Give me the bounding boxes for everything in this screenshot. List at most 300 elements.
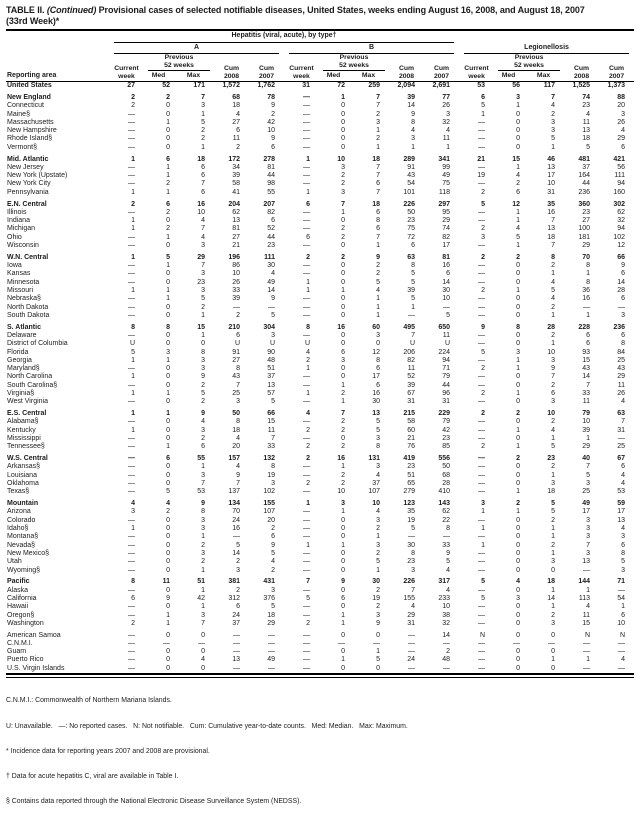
value-cell: 3	[201, 426, 205, 434]
col-header-cum-2007: Cum 2007	[424, 54, 459, 82]
value-cell: 1	[376, 242, 380, 250]
table-row	[6, 427, 634, 435]
value-cell: 4	[201, 233, 205, 241]
value-cell: 2	[201, 135, 205, 143]
value-cell: 42	[197, 594, 205, 602]
reporting-area-cell: Maryland§	[7, 365, 40, 373]
value-cell: 1	[551, 549, 556, 557]
value-cell: 79	[442, 373, 451, 381]
value-cell: 0	[341, 373, 345, 381]
value-cell: —	[128, 664, 135, 672]
value-cell: —	[478, 639, 486, 647]
value-cell: 302	[613, 200, 626, 208]
value-cell: —	[478, 373, 486, 381]
reporting-area-cell: U.S. Virgin Islands	[7, 664, 65, 672]
reporting-area-cell: Connecticut	[7, 102, 44, 110]
value-cell: 4	[446, 127, 451, 135]
value-cell: 2	[481, 188, 486, 196]
table-row	[6, 665, 634, 674]
value-cell: 42	[442, 426, 451, 434]
value-cell: 0	[166, 143, 170, 151]
value-cell: 5	[376, 558, 380, 566]
value-cell: 2	[481, 253, 486, 261]
value-cell: 6	[376, 225, 380, 233]
reporting-area-cell: South Dakota	[7, 311, 50, 319]
col-header-max: Max	[354, 71, 389, 82]
value-cell: 6	[586, 340, 591, 348]
value-cell: 1	[131, 253, 135, 261]
value-cell: 2	[376, 135, 380, 143]
value-cell: 14	[267, 287, 275, 295]
value-cell: 3	[586, 516, 591, 524]
table-row	[6, 209, 634, 217]
value-cell: 10	[617, 619, 626, 627]
value-cell: —	[478, 455, 486, 463]
value-cell: 71	[617, 578, 626, 586]
value-cell: 3	[551, 127, 556, 135]
table-row	[6, 287, 634, 295]
table-row	[6, 443, 634, 451]
col-header-cum-2008: Cum 2008	[214, 54, 249, 82]
value-cell: 360	[578, 200, 591, 208]
value-cell: —	[128, 278, 135, 286]
value-cell: 1	[376, 143, 380, 151]
value-cell: 2	[131, 102, 135, 110]
table-row	[6, 242, 634, 250]
value-cell: 0	[166, 303, 170, 311]
value-cell: 2	[236, 558, 240, 566]
value-cell: 53	[617, 488, 626, 496]
value-cell: 79	[442, 418, 451, 426]
value-cell: 4	[271, 558, 275, 566]
value-cell: 29	[197, 253, 205, 261]
value-cell: 38	[442, 611, 451, 619]
value-cell: 0	[516, 278, 521, 286]
value-cell: 2	[516, 410, 521, 418]
value-cell: —	[478, 516, 486, 524]
value-cell: 1	[131, 426, 135, 434]
value-cell: 94	[617, 225, 626, 233]
value-cell: 2	[341, 172, 345, 180]
value-cell: 3	[551, 558, 556, 566]
col-header-previous-52-weeks: Previous 52 weeks	[494, 54, 564, 71]
value-cell: 107	[263, 508, 275, 516]
value-cell: 1	[306, 188, 310, 196]
reporting-area-cell: Georgia	[7, 356, 32, 364]
value-cell: 0	[516, 463, 521, 471]
value-cell: 6	[201, 172, 205, 180]
value-cell: 1	[131, 188, 135, 196]
value-cell: 5	[376, 418, 380, 426]
reporting-area-cell: Colorado	[7, 516, 36, 524]
value-cell: 210	[228, 323, 240, 331]
value-cell: 23	[197, 278, 205, 286]
value-cell: 381	[228, 578, 240, 586]
value-cell: —	[618, 639, 626, 647]
value-cell: 5	[551, 135, 556, 143]
value-cell: 26	[442, 102, 451, 110]
value-cell: 8	[376, 217, 380, 225]
value-cell: 86	[232, 262, 240, 270]
value-cell: —	[128, 418, 135, 426]
value-cell: 13	[372, 410, 380, 418]
reporting-area-cell: Mountain	[7, 500, 39, 508]
value-cell: 6	[341, 348, 345, 356]
value-cell: 0	[516, 303, 521, 311]
value-cell: 62	[442, 508, 451, 516]
value-cell: 30	[372, 398, 380, 406]
value-cell: 18	[547, 233, 556, 241]
value-cell: 8	[201, 348, 205, 356]
value-cell: —	[303, 471, 310, 479]
value-cell: 5	[166, 253, 170, 261]
reporting-area-cell: Alabama§	[7, 418, 39, 426]
value-cell: 0	[516, 656, 521, 664]
value-cell: 2	[446, 648, 451, 656]
value-cell: 0	[341, 648, 345, 656]
value-cell: 0	[166, 373, 170, 381]
value-cell: —	[128, 295, 135, 303]
value-cell: 1	[481, 541, 486, 549]
value-cell: 8	[131, 323, 135, 331]
value-cell: 5	[586, 143, 591, 151]
value-cell: 3	[376, 463, 380, 471]
value-cell: 0	[166, 398, 170, 406]
value-cell: 8	[516, 323, 521, 331]
value-cell: 5	[131, 348, 135, 356]
value-cell: 2	[166, 508, 170, 516]
value-cell: 15	[197, 323, 205, 331]
value-cell: 4	[201, 418, 205, 426]
table-row	[6, 418, 634, 426]
value-cell: 2	[341, 390, 345, 398]
footnotes	[6, 681, 634, 823]
value-cell: —	[268, 648, 275, 656]
value-cell: —	[233, 533, 240, 541]
value-cell: 25	[617, 356, 626, 364]
value-cell: 137	[228, 488, 240, 496]
value-cell: 0	[166, 541, 170, 549]
value-cell: —	[303, 102, 310, 110]
value-cell: 0	[341, 664, 345, 672]
value-cell: 0	[516, 664, 521, 672]
value-cell: 2	[551, 110, 556, 118]
value-cell: 4	[201, 656, 205, 664]
value-cell: 19	[372, 594, 380, 602]
value-cell: 70	[232, 508, 240, 516]
value-cell: 8	[271, 463, 275, 471]
value-cell: 312	[228, 594, 240, 602]
value-cell: 2	[516, 500, 521, 508]
value-cell: 6	[621, 611, 626, 619]
value-cell: 2	[376, 110, 380, 118]
value-cell: 4	[621, 127, 626, 135]
value-cell: —	[478, 549, 486, 557]
value-cell: 10	[337, 488, 345, 496]
value-cell: 31	[617, 426, 626, 434]
value-cell: 1	[516, 426, 521, 434]
value-cell: 0	[341, 311, 345, 319]
value-cell: 7	[201, 480, 205, 488]
value-cell: 155	[263, 500, 275, 508]
value-cell: 9	[446, 549, 451, 557]
value-cell: —	[583, 664, 591, 672]
value-cell: 376	[263, 594, 275, 602]
value-cell: 1	[551, 533, 556, 541]
value-cell: 1	[551, 340, 556, 348]
value-cell: 1	[621, 603, 626, 611]
value-cell: 0	[166, 365, 170, 373]
value-cell: 0	[516, 262, 521, 270]
value-cell: —	[478, 435, 486, 443]
value-cell: 3	[516, 348, 521, 356]
value-cell: 7	[376, 93, 380, 101]
value-cell: 7	[586, 541, 591, 549]
value-cell: 0	[516, 648, 521, 656]
value-cell: 85	[442, 443, 451, 451]
value-cell: 160	[613, 188, 626, 196]
value-cell: 15	[582, 619, 591, 627]
value-cell: 1	[376, 648, 380, 656]
value-cell: —	[128, 533, 135, 541]
value-cell: 1	[341, 93, 345, 101]
col-header-cum-2007: Cum 2007	[599, 54, 634, 82]
value-cell: 57	[267, 390, 275, 398]
value-cell: —	[513, 639, 521, 647]
value-cell: N	[619, 631, 626, 639]
value-cell: 1	[201, 332, 205, 339]
value-cell: 1	[131, 287, 135, 295]
value-cell: 419	[403, 455, 415, 463]
reporting-area-cell: Vermont§	[7, 143, 37, 151]
reporting-area-cell: Rhode Island§	[7, 135, 53, 143]
table-row	[6, 595, 634, 603]
value-cell: 3	[621, 566, 626, 574]
value-cell: —	[303, 435, 310, 443]
value-cell: 28	[442, 480, 451, 488]
value-cell: —	[303, 639, 310, 647]
table-row	[6, 603, 634, 611]
value-cell: 52	[267, 225, 275, 233]
value-cell: 2	[201, 541, 205, 549]
value-cell: 0	[166, 525, 170, 533]
reporting-area-cell: Illinois	[7, 208, 27, 216]
reporting-area-cell: Wyoming§	[7, 566, 41, 574]
value-cell: 2	[481, 365, 486, 373]
value-cell: 4	[201, 217, 205, 225]
value-cell: 10	[547, 410, 556, 418]
table-row	[6, 407, 634, 419]
reporting-area-cell: Louisiana	[7, 471, 37, 479]
value-cell: 31	[302, 82, 310, 90]
value-cell: 15	[512, 155, 521, 163]
value-cell: 0	[166, 311, 170, 319]
value-cell: —	[303, 373, 310, 381]
value-cell: 16	[372, 390, 380, 398]
value-cell: 4	[376, 287, 380, 295]
value-cell: —	[268, 664, 275, 672]
table-row	[6, 119, 634, 127]
table-row	[6, 262, 634, 270]
value-cell: —	[303, 135, 310, 143]
value-cell: 50	[232, 410, 240, 418]
value-cell: 31	[407, 619, 415, 627]
value-cell: 0	[516, 270, 521, 278]
value-cell: 0	[166, 558, 170, 566]
value-cell: 0	[166, 110, 170, 118]
col-header-cum-2008: Cum 2008	[564, 54, 599, 82]
value-cell: 171	[193, 82, 205, 90]
value-cell: 29	[267, 619, 275, 627]
value-cell: 30	[372, 578, 380, 586]
reporting-area-cell: American Samoa	[7, 631, 61, 639]
value-cell: —	[128, 471, 135, 479]
reporting-area-cell: Iowa	[7, 262, 22, 270]
value-cell: 33	[442, 541, 451, 549]
value-cell: 1	[131, 390, 135, 398]
value-cell: —	[233, 639, 240, 647]
value-cell: —	[408, 639, 415, 647]
value-cell: 0	[516, 418, 521, 426]
value-cell: 5	[271, 549, 275, 557]
value-cell: 27	[582, 217, 591, 225]
value-cell: —	[443, 639, 451, 647]
reporting-area-cell: Hawaii	[7, 603, 29, 611]
value-cell: —	[128, 566, 135, 574]
value-cell: 5	[481, 578, 486, 586]
table-title-continued: (Continued)	[46, 5, 97, 15]
value-cell: 7	[236, 480, 240, 488]
reporting-area-cell: Montana§	[7, 533, 39, 541]
value-cell: 9	[271, 541, 275, 549]
value-cell: 10	[232, 270, 240, 278]
value-cell: 31	[407, 398, 415, 406]
value-cell: 1	[166, 619, 170, 627]
value-cell: 4	[446, 586, 451, 594]
value-cell: 23	[407, 463, 415, 471]
value-cell: 10	[582, 418, 591, 426]
value-cell: 11	[232, 135, 240, 143]
value-cell: 0	[341, 278, 345, 286]
value-cell: 0	[551, 664, 556, 672]
value-cell: 0	[516, 533, 521, 541]
value-cell: 39	[232, 172, 240, 180]
value-cell: 1	[516, 208, 521, 216]
value-cell: 4	[306, 410, 310, 418]
value-cell: 48	[442, 656, 451, 664]
value-cell: 1	[166, 611, 170, 619]
reporting-area-cell: Utah	[7, 558, 22, 566]
value-cell: 4	[586, 603, 591, 611]
value-cell: 0	[516, 558, 521, 566]
table-row	[6, 567, 634, 575]
value-cell: 0	[516, 340, 521, 348]
value-cell: —	[303, 586, 310, 594]
value-cell: 23	[582, 102, 591, 110]
value-cell: 5	[411, 278, 415, 286]
value-cell: 76	[407, 443, 415, 451]
value-cell: 19	[477, 172, 486, 180]
value-cell: 3	[516, 594, 521, 602]
value-cell: 1	[551, 471, 556, 479]
value-cell: —	[478, 488, 486, 496]
value-cell: 37	[372, 480, 380, 488]
value-cell: 19	[267, 471, 275, 479]
value-cell: 28	[547, 323, 556, 331]
value-cell: 2	[131, 619, 135, 627]
value-cell: 0	[341, 262, 345, 270]
footnote-cnmi: C.N.M.I.: Commonwealth of Northern Mariana Islands.	[6, 697, 172, 705]
value-cell: 1	[166, 172, 170, 180]
value-cell: 31	[442, 398, 451, 406]
value-cell: 1	[166, 287, 170, 295]
value-cell: —	[128, 398, 135, 406]
value-cell: 7	[551, 217, 556, 225]
table-row	[6, 382, 634, 390]
value-cell: 0	[166, 603, 170, 611]
value-cell: 9	[621, 262, 626, 270]
table-row	[6, 349, 634, 357]
reporting-area-cell: Indiana	[7, 217, 30, 225]
value-cell: 0	[516, 110, 521, 118]
value-cell: 2	[376, 262, 380, 270]
value-cell: —	[128, 648, 135, 656]
value-cell: —	[478, 533, 486, 541]
value-cell: 7	[201, 619, 205, 627]
value-cell: 11	[407, 365, 415, 373]
value-cell: 181	[578, 233, 591, 241]
value-cell: 4	[236, 463, 240, 471]
value-cell: 23	[267, 242, 275, 250]
value-cell: 6	[201, 188, 205, 196]
reporting-area-cell: Minnesota	[7, 278, 40, 286]
value-cell: 28	[617, 287, 626, 295]
value-cell: 13	[232, 217, 240, 225]
value-cell: 66	[267, 410, 275, 418]
value-cell: 304	[263, 323, 275, 331]
value-cell: 9	[481, 323, 486, 331]
value-cell: 7	[201, 93, 205, 101]
value-cell: 13	[617, 516, 626, 524]
value-cell: 7	[586, 463, 591, 471]
table-row	[6, 472, 634, 480]
value-cell: 3	[236, 566, 240, 574]
value-cell: 2	[516, 180, 521, 188]
value-cell: 1	[341, 656, 345, 664]
value-cell: 1,762	[257, 82, 275, 90]
value-cell: —	[303, 332, 310, 339]
value-cell: 2	[166, 180, 170, 188]
value-cell: 0	[551, 631, 556, 639]
value-cell: 43	[407, 172, 415, 180]
value-cell: 0	[341, 533, 345, 541]
value-cell: —	[303, 398, 310, 406]
value-cell: —	[443, 533, 451, 541]
value-cell: 2	[236, 143, 240, 151]
value-cell: 0	[341, 549, 345, 557]
value-cell: 6	[621, 270, 626, 278]
value-cell: 81	[232, 225, 240, 233]
value-cell: 3	[376, 332, 380, 339]
value-cell: 30	[267, 262, 275, 270]
col-header-previous-52-weeks: Previous 52 weeks	[319, 54, 389, 71]
value-cell: 67	[407, 390, 415, 398]
value-cell: 52	[162, 82, 170, 90]
value-cell: 9	[201, 410, 205, 418]
value-cell: 1	[481, 508, 486, 516]
value-cell: 4	[271, 270, 275, 278]
value-cell: —	[303, 180, 310, 188]
